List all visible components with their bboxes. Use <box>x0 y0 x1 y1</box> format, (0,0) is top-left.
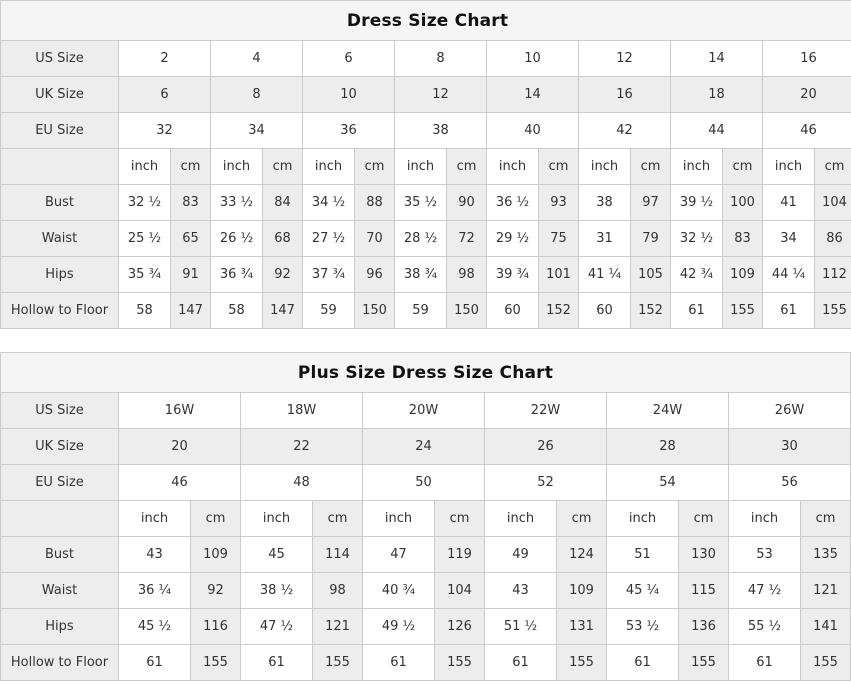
uk-size-value-cell: 30 <box>729 429 851 465</box>
waist-cm-cell: 104 <box>435 573 485 609</box>
plus-size-dress-size-chart-table <box>0 352 851 681</box>
waist-inch-cell: 47 ½ <box>729 573 801 609</box>
waist-inch-cell: 27 ½ <box>303 221 355 257</box>
cm-unit-cell: cm <box>313 501 363 537</box>
eu-size-value-cell: 56 <box>729 465 851 501</box>
bust-inch-cell: 53 <box>729 537 801 573</box>
table-title: Dress Size Chart <box>1 1 851 41</box>
us-size-value-cell: 10 <box>487 41 579 77</box>
eu-size-value-cell: 54 <box>607 465 729 501</box>
hips-inch-cell: 36 ¾ <box>211 257 263 293</box>
bust-inch-cell: 34 ½ <box>303 185 355 221</box>
bust-cm-cell: 83 <box>171 185 211 221</box>
bust-inch-cell: 49 <box>485 537 557 573</box>
hips-cm-cell: 98 <box>447 257 487 293</box>
eu-size-value-cell: 46 <box>763 113 851 149</box>
eu-size-row <box>1 113 851 149</box>
waist-cm-cell: 86 <box>815 221 851 257</box>
uk-size-label: UK Size <box>1 77 119 113</box>
unit-row-corner-cell <box>1 501 119 537</box>
waist-inch-cell: 29 ½ <box>487 221 539 257</box>
hips-cm-cell: 116 <box>191 609 241 645</box>
waist-inch-cell: 32 ½ <box>671 221 723 257</box>
hips-cm-cell: 96 <box>355 257 395 293</box>
inch-unit-cell: inch <box>211 149 263 185</box>
hollow-to-floor-label: Hollow to Floor <box>1 645 119 681</box>
eu-size-value-cell: 34 <box>211 113 303 149</box>
us-size-value-cell: 6 <box>303 41 395 77</box>
eu-size-value-cell: 42 <box>579 113 671 149</box>
waist-cm-cell: 83 <box>723 221 763 257</box>
bust-cm-cell: 114 <box>313 537 363 573</box>
hips-inch-cell: 41 ¼ <box>579 257 631 293</box>
bust-label: Bust <box>1 537 119 573</box>
bust-cm-cell: 97 <box>631 185 671 221</box>
us-size-value-cell: 18W <box>241 393 363 429</box>
waist-cm-cell: 115 <box>679 573 729 609</box>
bust-cm-cell: 109 <box>191 537 241 573</box>
hips-cm-cell: 136 <box>679 609 729 645</box>
eu-size-value-cell: 38 <box>395 113 487 149</box>
hollow-to-floor-cm-cell: 152 <box>631 293 671 329</box>
hollow-to-floor-cm-cell: 155 <box>801 645 851 681</box>
us-size-value-cell: 2 <box>119 41 211 77</box>
inch-unit-cell: inch <box>363 501 435 537</box>
us-size-value-cell: 26W <box>729 393 851 429</box>
hollow-to-floor-cm-cell: 147 <box>171 293 211 329</box>
dress-size-chart-body <box>1 41 851 329</box>
hollow-to-floor-cm-cell: 147 <box>263 293 303 329</box>
waist-cm-cell: 68 <box>263 221 303 257</box>
us-size-row <box>1 41 851 77</box>
hips-inch-cell: 38 ¾ <box>395 257 447 293</box>
hollow-to-floor-cm-cell: 155 <box>313 645 363 681</box>
waist-cm-cell: 75 <box>539 221 579 257</box>
waist-inch-cell: 43 <box>485 573 557 609</box>
inch-unit-cell: inch <box>579 149 631 185</box>
unit-header-row <box>1 149 851 185</box>
inch-unit-cell: inch <box>395 149 447 185</box>
us-size-value-cell: 12 <box>579 41 671 77</box>
eu-size-value-cell: 46 <box>119 465 241 501</box>
waist-cm-cell: 109 <box>557 573 607 609</box>
hollow-to-floor-inch-cell: 58 <box>211 293 263 329</box>
hollow-to-floor-inch-cell: 60 <box>579 293 631 329</box>
uk-size-row <box>1 429 851 465</box>
bust-cm-cell: 130 <box>679 537 729 573</box>
us-size-value-cell: 16 <box>763 41 851 77</box>
hips-inch-cell: 35 ¾ <box>119 257 171 293</box>
bust-inch-cell: 51 <box>607 537 679 573</box>
bust-inch-cell: 47 <box>363 537 435 573</box>
uk-size-value-cell: 8 <box>211 77 303 113</box>
uk-size-value-cell: 6 <box>119 77 211 113</box>
uk-size-value-cell: 18 <box>671 77 763 113</box>
cm-unit-cell: cm <box>171 149 211 185</box>
waist-label: Waist <box>1 221 119 257</box>
inch-unit-cell: inch <box>119 501 191 537</box>
us-size-value-cell: 22W <box>485 393 607 429</box>
waist-inch-cell: 45 ¼ <box>607 573 679 609</box>
eu-size-value-cell: 32 <box>119 113 211 149</box>
bust-inch-cell: 36 ½ <box>487 185 539 221</box>
bust-cm-cell: 90 <box>447 185 487 221</box>
hips-inch-cell: 39 ¾ <box>487 257 539 293</box>
eu-size-value-cell: 40 <box>487 113 579 149</box>
us-size-value-cell: 20W <box>363 393 485 429</box>
eu-size-label: EU Size <box>1 465 119 501</box>
uk-size-value-cell: 26 <box>485 429 607 465</box>
waist-cm-cell: 92 <box>191 573 241 609</box>
hips-inch-cell: 45 ½ <box>119 609 191 645</box>
inch-unit-cell: inch <box>671 149 723 185</box>
waist-inch-cell: 28 ½ <box>395 221 447 257</box>
hollow-to-floor-inch-cell: 59 <box>395 293 447 329</box>
bust-inch-cell: 43 <box>119 537 191 573</box>
bust-cm-cell: 124 <box>557 537 607 573</box>
waist-cm-cell: 79 <box>631 221 671 257</box>
hips-cm-cell: 121 <box>313 609 363 645</box>
waist-label: Waist <box>1 573 119 609</box>
bust-inch-cell: 35 ½ <box>395 185 447 221</box>
waist-inch-cell: 40 ¾ <box>363 573 435 609</box>
hollow-to-floor-cm-cell: 150 <box>447 293 487 329</box>
eu-size-value-cell: 52 <box>485 465 607 501</box>
hips-cm-cell: 141 <box>801 609 851 645</box>
waist-cm-cell: 65 <box>171 221 211 257</box>
inch-unit-cell: inch <box>607 501 679 537</box>
hollow-to-floor-inch-cell: 61 <box>607 645 679 681</box>
hips-row <box>1 257 851 293</box>
plus-size-dress-size-chart-body <box>1 393 851 681</box>
hollow-to-floor-inch-cell: 61 <box>363 645 435 681</box>
bust-inch-cell: 45 <box>241 537 313 573</box>
hollow-to-floor-inch-cell: 61 <box>671 293 723 329</box>
hips-cm-cell: 109 <box>723 257 763 293</box>
bust-cm-cell: 100 <box>723 185 763 221</box>
cm-unit-cell: cm <box>263 149 303 185</box>
cm-unit-cell: cm <box>723 149 763 185</box>
us-size-row <box>1 393 851 429</box>
hollow-to-floor-row <box>1 645 851 681</box>
inch-unit-cell: inch <box>487 149 539 185</box>
hips-cm-cell: 105 <box>631 257 671 293</box>
cm-unit-cell: cm <box>447 149 487 185</box>
waist-cm-cell: 98 <box>313 573 363 609</box>
hollow-to-floor-cm-cell: 152 <box>539 293 579 329</box>
hollow-to-floor-row <box>1 293 851 329</box>
uk-size-value-cell: 28 <box>607 429 729 465</box>
hips-inch-cell: 49 ½ <box>363 609 435 645</box>
inch-unit-cell: inch <box>303 149 355 185</box>
bust-row <box>1 537 851 573</box>
hips-row <box>1 609 851 645</box>
waist-inch-cell: 34 <box>763 221 815 257</box>
waist-cm-cell: 121 <box>801 573 851 609</box>
uk-size-value-cell: 10 <box>303 77 395 113</box>
uk-size-label: UK Size <box>1 429 119 465</box>
us-size-value-cell: 8 <box>395 41 487 77</box>
bust-inch-cell: 38 <box>579 185 631 221</box>
us-size-value-cell: 4 <box>211 41 303 77</box>
us-size-value-cell: 24W <box>607 393 729 429</box>
hollow-to-floor-inch-cell: 61 <box>729 645 801 681</box>
hips-inch-cell: 42 ¾ <box>671 257 723 293</box>
inch-unit-cell: inch <box>729 501 801 537</box>
eu-size-label: EU Size <box>1 113 119 149</box>
eu-size-value-cell: 44 <box>671 113 763 149</box>
hollow-to-floor-cm-cell: 155 <box>679 645 729 681</box>
uk-size-row <box>1 77 851 113</box>
uk-size-value-cell: 12 <box>395 77 487 113</box>
waist-inch-cell: 31 <box>579 221 631 257</box>
hips-inch-cell: 47 ½ <box>241 609 313 645</box>
bust-cm-cell: 104 <box>815 185 851 221</box>
hips-cm-cell: 92 <box>263 257 303 293</box>
hips-cm-cell: 112 <box>815 257 851 293</box>
eu-size-value-cell: 48 <box>241 465 363 501</box>
cm-unit-cell: cm <box>355 149 395 185</box>
hips-label: Hips <box>1 609 119 645</box>
hollow-to-floor-cm-cell: 155 <box>815 293 851 329</box>
hips-inch-cell: 37 ¾ <box>303 257 355 293</box>
uk-size-value-cell: 24 <box>363 429 485 465</box>
hips-inch-cell: 55 ½ <box>729 609 801 645</box>
uk-size-value-cell: 22 <box>241 429 363 465</box>
uk-size-value-cell: 20 <box>763 77 851 113</box>
hollow-to-floor-label: Hollow to Floor <box>1 293 119 329</box>
hips-inch-cell: 53 ½ <box>607 609 679 645</box>
hollow-to-floor-inch-cell: 61 <box>241 645 313 681</box>
cm-unit-cell: cm <box>815 149 851 185</box>
waist-inch-cell: 36 ¼ <box>119 573 191 609</box>
waist-cm-cell: 70 <box>355 221 395 257</box>
hollow-to-floor-inch-cell: 60 <box>487 293 539 329</box>
hollow-to-floor-inch-cell: 61 <box>763 293 815 329</box>
eu-size-value-cell: 36 <box>303 113 395 149</box>
table-title: Plus Size Dress Size Chart <box>1 353 851 393</box>
inch-unit-cell: inch <box>485 501 557 537</box>
us-size-label: US Size <box>1 393 119 429</box>
cm-unit-cell: cm <box>631 149 671 185</box>
hollow-to-floor-inch-cell: 59 <box>303 293 355 329</box>
bust-cm-cell: 84 <box>263 185 303 221</box>
hips-cm-cell: 126 <box>435 609 485 645</box>
cm-unit-cell: cm <box>435 501 485 537</box>
unit-header-row <box>1 501 851 537</box>
hollow-to-floor-inch-cell: 61 <box>485 645 557 681</box>
bust-row <box>1 185 851 221</box>
hips-cm-cell: 91 <box>171 257 211 293</box>
uk-size-value-cell: 14 <box>487 77 579 113</box>
cm-unit-cell: cm <box>557 501 607 537</box>
bust-inch-cell: 39 ½ <box>671 185 723 221</box>
uk-size-value-cell: 16 <box>579 77 671 113</box>
eu-size-value-cell: 50 <box>363 465 485 501</box>
dress-size-chart-table <box>0 0 851 329</box>
cm-unit-cell: cm <box>801 501 851 537</box>
hips-cm-cell: 101 <box>539 257 579 293</box>
bust-cm-cell: 88 <box>355 185 395 221</box>
bust-inch-cell: 41 <box>763 185 815 221</box>
table-title-row <box>1 1 851 41</box>
unit-row-corner-cell <box>1 149 119 185</box>
hollow-to-floor-cm-cell: 155 <box>191 645 241 681</box>
bust-cm-cell: 93 <box>539 185 579 221</box>
hollow-to-floor-cm-cell: 155 <box>435 645 485 681</box>
bust-cm-cell: 135 <box>801 537 851 573</box>
hips-cm-cell: 131 <box>557 609 607 645</box>
hollow-to-floor-inch-cell: 61 <box>119 645 191 681</box>
us-size-value-cell: 16W <box>119 393 241 429</box>
bust-cm-cell: 119 <box>435 537 485 573</box>
eu-size-row <box>1 465 851 501</box>
hips-inch-cell: 51 ½ <box>485 609 557 645</box>
table-title-row <box>1 353 851 393</box>
inch-unit-cell: inch <box>763 149 815 185</box>
bust-inch-cell: 32 ½ <box>119 185 171 221</box>
cm-unit-cell: cm <box>539 149 579 185</box>
hollow-to-floor-inch-cell: 58 <box>119 293 171 329</box>
waist-row <box>1 573 851 609</box>
cm-unit-cell: cm <box>679 501 729 537</box>
bust-inch-cell: 33 ½ <box>211 185 263 221</box>
waist-row <box>1 221 851 257</box>
waist-inch-cell: 25 ½ <box>119 221 171 257</box>
inch-unit-cell: inch <box>119 149 171 185</box>
cm-unit-cell: cm <box>191 501 241 537</box>
hips-inch-cell: 44 ¼ <box>763 257 815 293</box>
us-size-label: US Size <box>1 41 119 77</box>
inch-unit-cell: inch <box>241 501 313 537</box>
uk-size-value-cell: 20 <box>119 429 241 465</box>
hollow-to-floor-cm-cell: 150 <box>355 293 395 329</box>
bust-label: Bust <box>1 185 119 221</box>
hips-label: Hips <box>1 257 119 293</box>
waist-cm-cell: 72 <box>447 221 487 257</box>
us-size-value-cell: 14 <box>671 41 763 77</box>
waist-inch-cell: 26 ½ <box>211 221 263 257</box>
waist-inch-cell: 38 ½ <box>241 573 313 609</box>
hollow-to-floor-cm-cell: 155 <box>557 645 607 681</box>
hollow-to-floor-cm-cell: 155 <box>723 293 763 329</box>
